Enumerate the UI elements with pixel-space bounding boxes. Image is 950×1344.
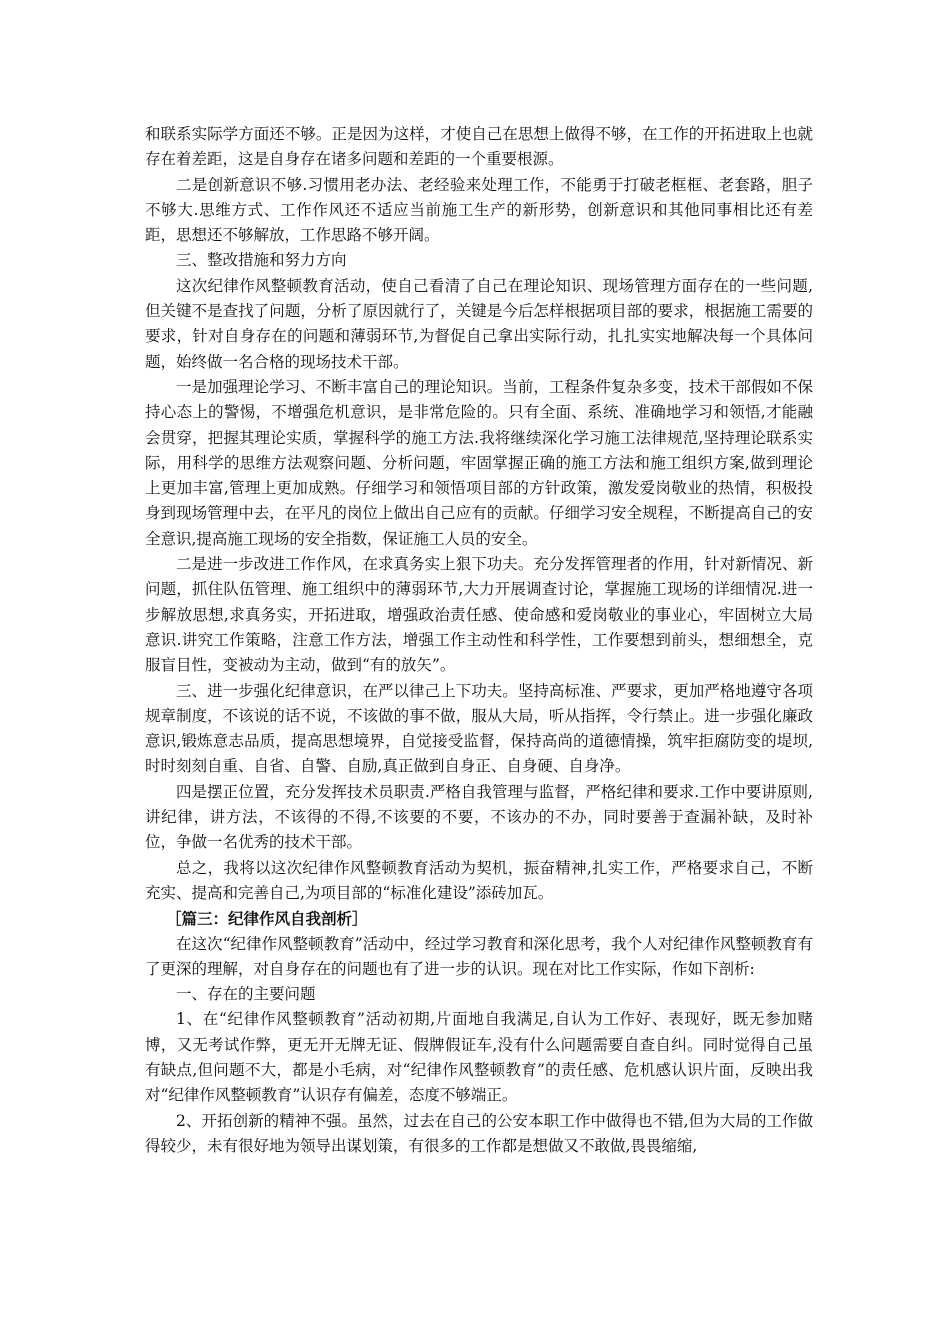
paragraph: 和联系实际学方面还不够。正是因为这样，才使自己在思想上做得不够，在工作的开拓进取上也就存在着差距，这是自身存在诸多问题和差距的一个重要根源。 <box>145 125 813 169</box>
paragraph: 一是加强理论学习、不断丰富自己的理论知识。当前，工程条件复杂多变，技术干部假如不保持心态上的警惕，不增强危机意识，是非常危险的。只有全面、系统、准确地学习和领悟,才能融会贯穿，把握其理论实质，掌握科学的施工方法.我将继续深化学习施工法律规范,坚持理论联系实际，用科学的思维方法观察问题、分析问题，牢固掌握正确的施工方法和施工组织方案,做到理论上更加丰富,管理上更加成熟。仔细学习和领悟项目部的方针政策，激发爱岗敬业的热情，积极投身到现场管理中去，在平凡的岗位上做出自己应有的贡献。仔细学习安全规程，不断提高自己的安全意识,提高施工现场的安全指数，保证施工人员的安全。 <box>145 377 813 548</box>
section-subheading: 一、存在的主要问题 <box>176 985 316 1004</box>
paragraph: 二是进一步改进工作作风，在求真务实上狠下功夫。充分发挥管理者的作用，针对新情况、新问题，抓住队伍管理、施工组织中的薄弱环节,大力开展调查讨论，掌握施工现场的详细情况.进一步解放思想,求真务实，开拓进取，增强政治责任感、使命感和爱岗敬业的事业心，牢固树立大局意识.讲究工作策略，注意工作方法，增强工作主动性和科学性，工作要想到前头，想细想全，克服盲目性，变被动为主动，做到“有的放矢”。 <box>145 555 813 675</box>
paragraph: 这次纪律作风整顿教育活动，使自己看清了自己在理论知识、现场管理方面存在的一些问题,但关键不是查找了问题，分析了原因就行了，关键是今后怎样根据项目部的要求，根据施工需要的要求，针对自身存在的问题和薄弱环节,为督促自己拿出实际行动，扎扎实实地解决每一个具体问题，始终做一名合格的现场技术干部。 <box>145 276 813 371</box>
section-heading: ［篇三：纪律作风自我剖析］ <box>166 909 368 929</box>
paragraph: 1、在“纪律作风整顿教育”活动初期,片面地自我满足,自认为工作好、表现好，既无参加赌博，又无考试作弊，更无开无牌无证、假牌假证车,没有什么问题需要自查自纠。同时觉得自己虽有缺点,但问题不大，都是小毛病，对“纪律作风整顿教育”的责任感、危机感认识片面，反映出我对“纪律作风整顿教育”认识存有偏差，态度不够端正。 <box>145 1010 813 1105</box>
section-subheading: 三、整改措施和努力方向 <box>176 251 347 270</box>
paragraph: 四是摆正位置，充分发挥技术员职责.严格自我管理与监督，严格纪律和要求.工作中要讲原则,讲纪律，讲方法，不该得的不得,不该要的不要，不该办的不办，同时要善于查漏补缺，及时补位，争做一名优秀的技术干部。 <box>145 782 813 852</box>
paragraph: 在这次“纪律作风整顿教育”活动中，经过学习教育和深化思考，我个人对纪律作风整顿教育有了更深的理解，对自身存在的问题也有了进一步的认识。现在对比工作实际，作如下剖析: <box>145 934 813 978</box>
paragraph: 三、进一步强化纪律意识，在严以律己上下功夫。坚持高标准、严要求，更加严格地遵守各项规章制度，不该说的话不说，不该做的事不做，服从大局，听从指挥，令行禁止。进一步强化廉政意识,锻炼意志品质，提高思想境界，自觉接受监督，保持高尚的道德情操，筑牢拒腐防变的堤坝,时时刻刻自重、自省、自警、自励,真正做到自身正、自身硬、自身净。 <box>145 681 813 776</box>
paragraph: 总之，我将以这次纪律作风整顿教育活动为契机，振奋精神,扎实工作，严格要求自己，不断充实、提高和完善自己,为项目部的“标准化建设”添砖加瓦。 <box>145 858 813 902</box>
paragraph: 二是创新意识不够.习惯用老办法、老经验来处理工作，不能勇于打破老框框、老套路，胆子不够大.思维方式、工作作风还不适应当前施工生产的新形势，创新意识和其他同事相比还有差距，思想还不够解放，工作思路不够开阔。 <box>145 175 813 245</box>
paragraph: 2、开拓创新的精神不强。虽然，过去在自己的公安本职工作中做得也不错,但为大局的工作做得较少，未有很好地为领导出谋划策，有很多的工作都是想做又不敢做,畏畏缩缩, <box>145 1111 813 1155</box>
document-page <box>145 122 813 1159</box>
